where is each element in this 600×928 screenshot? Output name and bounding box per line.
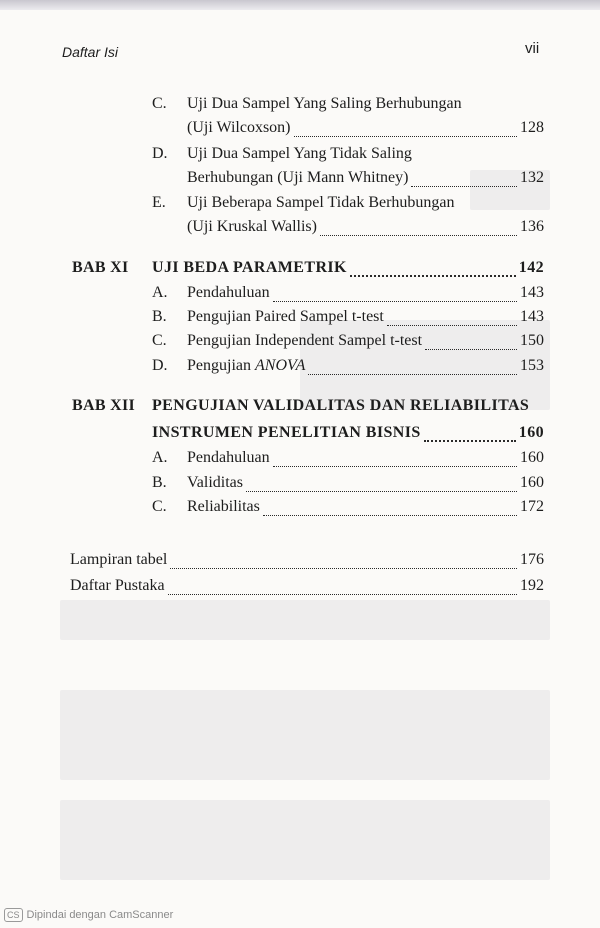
chapter-label: BAB XII xyxy=(72,397,136,414)
toc-item-text: Uji Dua Sampel Yang Saling Berhubungan xyxy=(187,95,462,112)
toc-item-letter: C. xyxy=(152,498,167,515)
chapter-label: BAB XI xyxy=(72,259,129,276)
scanner-watermark xyxy=(4,908,173,922)
dot-leader xyxy=(263,503,517,516)
toc-entry[interactable] xyxy=(187,448,544,468)
toc-entry-appendix[interactable] xyxy=(70,550,544,570)
toc-item-text: (Uji Wilcoxson) xyxy=(187,119,291,136)
toc-entry[interactable] xyxy=(187,217,544,237)
scanner-watermark-text: Dipindai dengan CamScanner xyxy=(26,909,174,921)
toc-item-letter: B. xyxy=(152,474,167,491)
dot-leader xyxy=(425,337,517,350)
toc-entry[interactable] xyxy=(187,473,544,493)
dot-leader xyxy=(294,124,518,137)
toc-page-number: 132 xyxy=(520,169,544,186)
toc-item-text-italic: ANOVA xyxy=(255,357,306,374)
page-number: vii xyxy=(525,40,540,57)
toc-page-number: 143 xyxy=(520,284,544,301)
running-header-title: Daftar Isi xyxy=(62,44,119,60)
toc-item-text: Lampiran tabel xyxy=(70,551,168,568)
dot-leader xyxy=(246,479,517,492)
toc-entry[interactable] xyxy=(187,307,544,327)
dot-leader xyxy=(273,289,517,302)
toc-item-letter: D. xyxy=(152,145,168,162)
dot-leader xyxy=(273,454,517,467)
toc-chapter-entry[interactable] xyxy=(152,258,544,278)
toc-item-text: Validitas xyxy=(187,474,243,491)
toc-item-text: Pengujian Independent Sampel t-test xyxy=(187,332,423,349)
bleed-through xyxy=(60,600,550,640)
toc-page-number: 143 xyxy=(520,308,544,325)
toc-page-number: 176 xyxy=(520,551,544,568)
toc-item-text: Pengujian Paired Sampel t-test xyxy=(187,308,384,325)
dot-leader xyxy=(387,313,517,326)
toc-page-number: 128 xyxy=(520,119,544,136)
toc-item-letter: D. xyxy=(152,357,168,374)
toc-entry[interactable] xyxy=(187,356,544,376)
toc-entry[interactable] xyxy=(187,497,544,517)
dot-leader xyxy=(424,428,516,442)
dot-leader xyxy=(350,263,516,277)
toc-item-text: Daftar Pustaka xyxy=(70,577,165,594)
toc-item-text: (Uji Kruskal Wallis) xyxy=(187,218,317,235)
toc-item-letter: B. xyxy=(152,308,167,325)
camscanner-icon: CS xyxy=(4,908,23,922)
toc-page-number: 160 xyxy=(518,424,544,441)
toc-chapter-entry[interactable] xyxy=(152,423,544,443)
chapter-title: UJI BEDA PARAMETRIK xyxy=(152,259,347,276)
chapter-title: PENGUJIAN VALIDALITAS DAN RELIABILITAS xyxy=(152,397,530,414)
dot-leader xyxy=(170,556,517,569)
chapter-title: INSTRUMEN PENELITIAN BISNIS xyxy=(152,424,421,441)
toc-item-text xyxy=(187,356,305,376)
toc-page-number: 142 xyxy=(518,259,544,276)
dot-leader xyxy=(411,174,517,187)
toc-item-text: Uji Beberapa Sampel Tidak Berhubungan xyxy=(187,194,455,211)
toc-item-letter: C. xyxy=(152,95,167,112)
toc-item-letter: A. xyxy=(152,449,168,466)
bleed-through xyxy=(60,690,550,780)
toc-entry[interactable] xyxy=(187,168,544,188)
toc-entry[interactable] xyxy=(187,118,544,138)
toc-item-text: Uji Dua Sampel Yang Tidak Saling xyxy=(187,145,412,162)
toc-page-number: 150 xyxy=(520,332,544,349)
bleed-through xyxy=(60,800,550,880)
toc-item-text: Pendahuluan xyxy=(187,449,270,466)
toc-page-number: 160 xyxy=(520,474,544,491)
toc-entry[interactable] xyxy=(187,331,544,351)
toc-entry-bibliography[interactable] xyxy=(70,576,544,596)
toc-page-number: 192 xyxy=(520,577,544,594)
toc-item-letter: C. xyxy=(152,332,167,349)
toc-item-letter: E. xyxy=(152,194,166,211)
dot-leader xyxy=(168,582,517,595)
toc-page-number: 160 xyxy=(520,449,544,466)
toc-entry[interactable] xyxy=(187,283,544,303)
toc-item-text: Berhubungan (Uji Mann Whitney) xyxy=(187,169,409,186)
toc-page-number: 172 xyxy=(520,498,544,515)
toc-item-text-plain: Pengujian xyxy=(187,357,255,374)
scan-top-edge xyxy=(0,0,600,10)
toc-item-text: Pendahuluan xyxy=(187,284,270,301)
dot-leader xyxy=(320,223,517,236)
toc-item-text: Reliabilitas xyxy=(187,498,260,515)
toc-item-letter: A. xyxy=(152,284,168,301)
toc-page-number: 153 xyxy=(520,357,544,374)
toc-page-number: 136 xyxy=(520,218,544,235)
dot-leader xyxy=(308,362,517,375)
